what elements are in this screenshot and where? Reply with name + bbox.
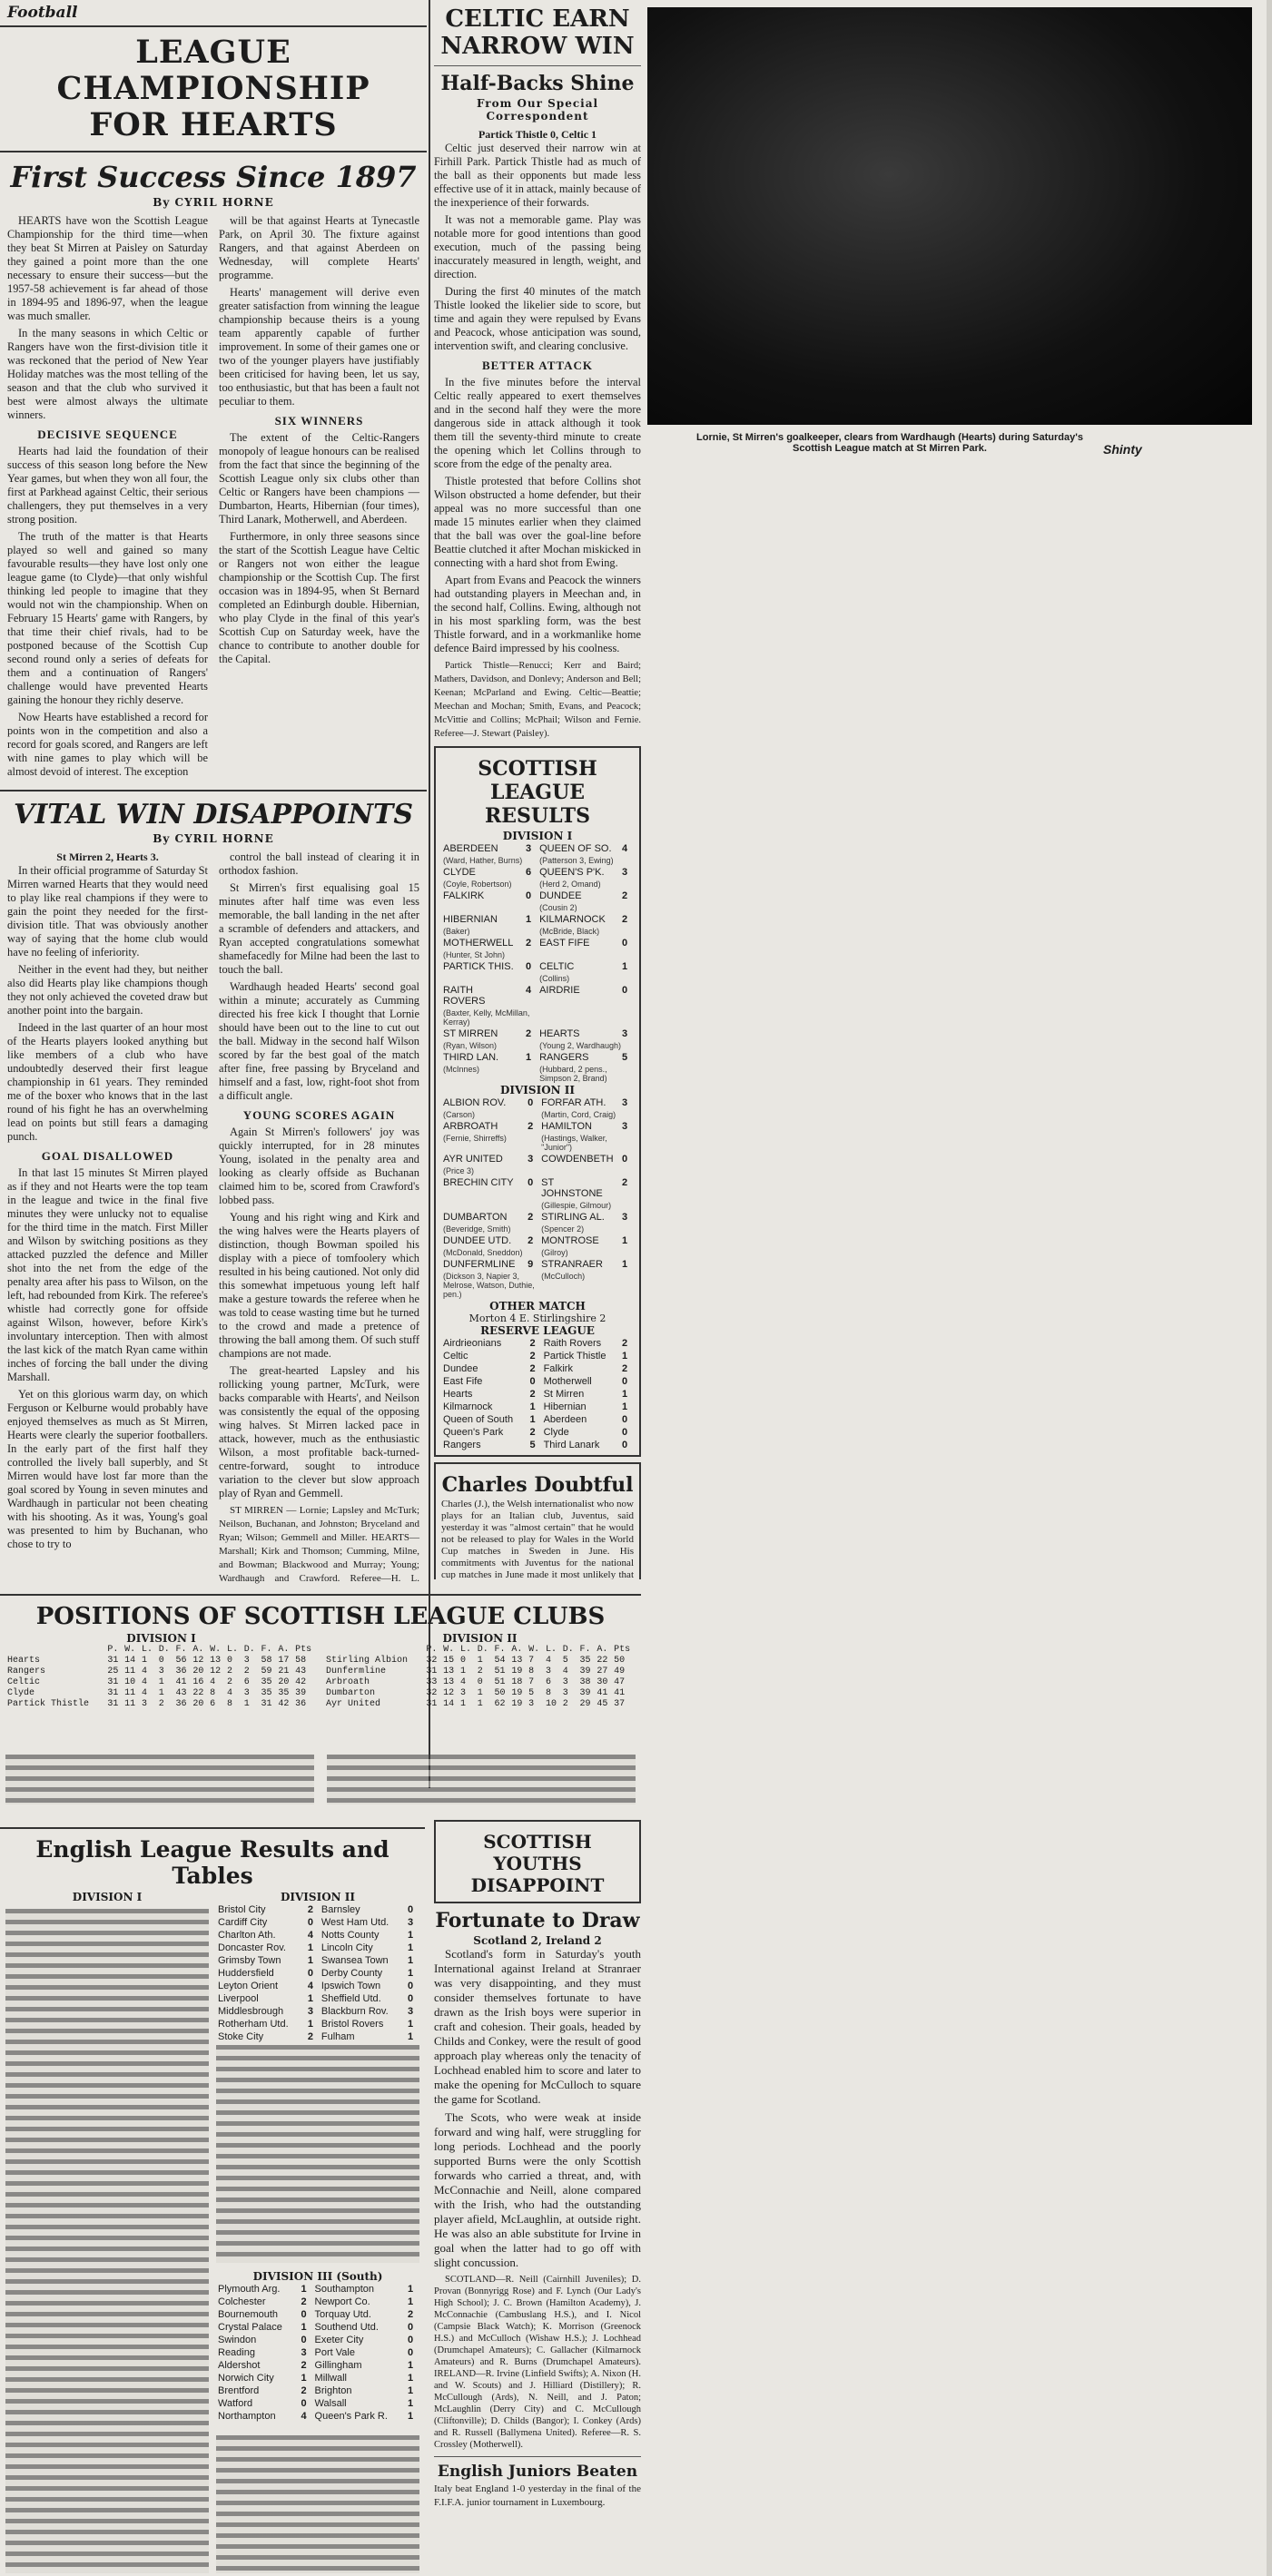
lead-crosshead: SIX WINNERS — [274, 414, 364, 428]
result-row: Hearts 2 St Mirren 1 — [443, 1389, 628, 1400]
vital-para: Young and his right wing and Kirk and the wing halves were the Hearts players of distinction, though Bowman spoiled his display with a piece of tomfoolery which resulted in his being cautioned. Not only did this somewhat impetuous young left half make a gesture towards the referee when he was told to cease wasting time but he turned to the crowd and made a pretence of throwing the ball among them. Of such stuff champions are not made. — [219, 1211, 419, 1360]
table-row: Ayr United 31 14 1 1 62 19 3 10 2 29 45 37 — [326, 1699, 626, 1709]
match-photo — [647, 7, 1252, 425]
english-div1: DIVISION I — [72, 1891, 143, 1903]
youths-title: SCOTTISH YOUTHS DISAPPOINT — [470, 1831, 605, 1896]
celtic-score: Partick Thistle 0, Celtic 1 — [478, 128, 597, 141]
lead-para: The truth of the matter is that Hearts played so well and gained so many favourable results—they have lost only one league game (to Clyde)—that only wishful thinking led people to imagine that they would not win the championship. When on February 15 Hearts' game with Rangers, by that time their chief rivals, had to be postponed because of the Scottish Cup second round only a series of defeats for them and a continuation of Rangers' challenge would have prevented Hearts gaining the honour they richly deserve. — [7, 530, 208, 706]
table-row: Hearts 31 14 1 0 56 12 13 0 3 58 17 58 — [7, 1656, 307, 1666]
result-row: CLYDE 6 QUEEN'S P'K. 3 — [443, 867, 628, 878]
celtic-para: In the five minutes before the interval Celtic really appeared to exert themselves and in the second half they were the more dangerous side in attack although it took them till the seventy-third minute to create the opening which let Collins through to score from the edge of the penalty area. — [434, 376, 641, 470]
photo-caption: Lornie, St Mirren's goalkeeper, clears from Wardhaugh (Hearts) during Saturday's Scottish League match at St Mirren Park. — [696, 432, 1083, 454]
lead-crosshead: DECISIVE SEQUENCE — [37, 428, 178, 441]
lead-para: In the many seasons in which Celtic or Rangers have won the first-division title it was reckoned that the period of New Year Holiday matches was the most telling of the season and that the club who survived it best were almost always the ultimate winners. — [7, 327, 208, 421]
youths-subtitle: Fortunate to Draw — [435, 1909, 640, 1932]
charles-title: Charles Doubtful — [441, 1473, 634, 1497]
table-row: Dumbarton 32 12 3 1 50 19 5 8 3 39 41 41 — [326, 1688, 626, 1698]
result-row: Bristol City 2 Barnsley 0 — [218, 1904, 414, 1915]
vital-col-1 — [7, 850, 208, 1584]
lead-col-1 — [7, 214, 208, 782]
scorers-row: (Ryan, Wilson) (Young 2, Wardhaugh) — [443, 1041, 621, 1050]
vital-para: In that last 15 minutes St Mirren played as if they and not Hearts were the top team in the league and twice in the final five minutes they were unlucky not to equalise for the third time in the match. First Miller and Wilson by switching positions as they attacked puzzled the defence and Miller shot into the net from the edge of the penalty area after his pass to Wilson, on the left, had rebounded from Kirk. The referee's whistle had correctly gone for offside against Wilson, however, before Kirk's involuntary interception. Then with almost the last kick of the match Ryan came within inches of forcing the ball under the diving Marshall. — [7, 1166, 208, 1383]
result-row: Plymouth Arg. 1 Southampton 1 — [218, 2284, 414, 2295]
result-row: ALBION ROV. 0 FORFAR ATH. 3 — [443, 1097, 628, 1108]
result-row: HIBERNIAN 1 KILMARNOCK 2 — [443, 914, 628, 925]
result-row: Cardiff City 0 West Ham Utd. 3 — [218, 1917, 414, 1928]
scorers-row: (Coyle, Robertson) (Herd 2, Omand) — [443, 880, 601, 889]
positions-title: POSITIONS OF SCOTTISH LEAGUE CLUBS — [35, 1603, 606, 1630]
result-row: Rangers 5 Third Lanark 0 — [443, 1440, 628, 1450]
column-middle — [434, 0, 641, 1579]
result-row: Rotherham Utd. 1 Bristol Rovers 1 — [218, 2019, 414, 2030]
result-row: Leyton Orient 4 Ipswich Town 0 — [218, 1981, 414, 1991]
celtic-para: Thistle protested that before Collins shot Wilson obstructed a home defender, but their appeal was no more successful than one made 15 minutes earlier when they claimed that the ball was over the goal-line before Beattie clutched it after Mochan miskicked in connecting with a hard shot from Ewing. — [434, 475, 641, 569]
positions-div1-table — [5, 1645, 317, 1710]
shinty-tag: Shinty — [1103, 442, 1142, 457]
result-row: ABERDEEN 3 QUEEN OF SO. 4 — [443, 843, 628, 854]
youths-para: Scotland's form in Saturday's youth International against Ireland at Stranraer was very disappointing, and they must consider themselves fortunate to have drawn as the Irish boys were superior in craft and cohesion. Their goals, headed by Childs and Conkey, were the result of good approach play whereas only the tenacity of Lochhead enabled him to score and later to make the opening for McCulloch to square the game for Scotland. — [434, 1947, 641, 2106]
english-div3s-results — [216, 2283, 419, 2423]
result-row: Stoke City 2 Fulham 1 — [218, 2031, 414, 2042]
scorers-row: (Baxter, Kelly, McMillan, Kerray) — [443, 1008, 530, 1027]
results-div1-table — [441, 842, 634, 1084]
vital-score: St Mirren 2, Hearts 3. — [56, 850, 159, 863]
vital-headline: VITAL WIN DISAPPOINTS — [13, 799, 414, 831]
table-header: P. W. L. D. F. A. W. L. D. F. A. Pts — [426, 1645, 631, 1655]
result-row: Reading 3 Port Vale 0 — [218, 2347, 414, 2358]
result-row: FALKIRK 0 DUNDEE 2 — [443, 890, 628, 901]
result-row: DUNDEE UTD. 2 MONTROSE 1 — [443, 1235, 628, 1246]
scorers-row: (Cousin 2) — [539, 903, 577, 912]
scorers-row: (Baker) (McBride, Black) — [443, 927, 600, 936]
result-row: Charlton Ath. 4 Notts County 1 — [218, 1930, 414, 1941]
result-row: DUNFERMLINE 9 STRANRAER 1 — [443, 1259, 628, 1270]
lead-para: The extent of the Celtic-Rangers monopoly of league honours can be realised from the fact that since the beginning of the Scottish League only six clubs other than Celtic or Rangers have been champions — Dumbarton, Hearts, Hibernian (four times), Third Lanark, Motherwell, and Aberdeen. — [219, 431, 419, 526]
result-row: Colchester 2 Newport Co. 1 — [218, 2296, 414, 2307]
lead-headline: LEAGUE CHAMPIONSHIP FOR HEARTS — [56, 34, 370, 143]
scorers-row: (Beveridge, Smith) (Spencer 2) — [443, 1224, 585, 1234]
result-row: Grimsby Town 1 Swansea Town 1 — [218, 1955, 414, 1966]
reserve-table — [441, 1337, 634, 1451]
celtic-subheadline: Half-Backs Shine — [440, 72, 635, 95]
vital-byline: By CYRIL HORNE — [153, 832, 274, 845]
vital-para: Yet on this glorious warm day, on which Ferguson or Kelburne would probably have enjoyed themselves as much as St Mirren, Hearts were clearly the superior footballers. In the early part of the first half they controlled the lively ball superbly, and St Mirren would have lost far more than the goal scored by Young in seven minutes and Wardhaugh in particular not been cheating with his shooting. As it was, Young's goal was presented to him by Buchanan, who chose to try to — [7, 1388, 208, 1550]
result-row: Swindon 0 Exeter City 0 — [218, 2335, 414, 2345]
scorers-row: (McDonald, Sneddon) (Gilroy) — [443, 1248, 568, 1257]
scorers-row: (Carson) (Martin, Cord, Craig) — [443, 1110, 616, 1119]
scorers-row: (Hunter, St John) — [443, 950, 506, 959]
table-row: Clyde 31 11 4 1 43 22 8 4 3 35 35 39 — [7, 1688, 307, 1698]
vital-crosshead: GOAL DISALLOWED — [41, 1149, 174, 1163]
vital-col-2 — [219, 850, 419, 1584]
english-div2: DIVISION II — [280, 1891, 356, 1903]
result-row: Aldershot 2 Gillingham 1 — [218, 2360, 414, 2371]
celtic-para: Celtic just deserved their narrow win at Firhill Park. Partick Thistle had as much of the ball as their opponents but made less effective use of it in attack, mainly because of the inexperience of their forwards. — [434, 142, 641, 209]
english-section — [0, 1820, 425, 2573]
results-title: SCOTTISH LEAGUE RESULTS — [478, 757, 597, 828]
result-row: Huddersfield 0 Derby County 1 — [218, 1968, 414, 1979]
lead-subheadline: First Success Since 1897 — [10, 160, 417, 194]
charles-box — [434, 1462, 641, 1579]
result-row: BRECHIN CITY 0 ST JOHNSTONE 2 — [443, 1177, 628, 1199]
result-row: Liverpool 1 Sheffield Utd. 0 — [218, 1993, 414, 2004]
result-row: DUMBARTON 2 STIRLING AL. 3 — [443, 1212, 628, 1223]
table-row: Arbroath 33 13 4 0 51 18 7 6 3 38 30 47 — [326, 1677, 626, 1687]
result-row: Dundee 2 Falkirk 2 — [443, 1363, 628, 1374]
result-row: Celtic 2 Partick Thistle 1 — [443, 1351, 628, 1362]
result-row: Watford 0 Walsall 1 — [218, 2398, 414, 2409]
result-row: Middlesbrough 3 Blackburn Rov. 3 — [218, 2006, 414, 2017]
result-row: Brentford 2 Brighton 1 — [218, 2385, 414, 2396]
lead-para: Furthermore, in only three seasons since the start of the Scottish League have Celtic or Rangers not won either the league championship or the Scottish Cup. The first occasion was in 1894-95, when St Bernard completed an Edinburgh double. Hibernian, who play Clyde in the final of this year's Scottish Cup on Saturday week, have the chance to contribute to another double for the Capital. — [219, 530, 419, 665]
celtic-headline: CELTIC EARN NARROW WIN — [440, 5, 635, 60]
lead-para: HEARTS have won the Scottish League Championship for the third time—when they beat St Mirren at Paisley on Saturday they gained a point more than the one necessary to ensure their success—but the 1957-58 achievement is far ahead of those in 1894-95 and 1896-97, when the league was much smaller. — [7, 214, 208, 322]
youths-teams: SCOTLAND—R. Neill (Cairnhill Juveniles); D. Provan (Bonnyrigg Rose) and F. Lynch (Our Lady's High School); J. C. Brown (Hamilton Academy), J. McConnachie (Cambuslang H.S.), and I. Nicol (Campsie Black Watch); K. Morrison (Greenock H.S.) and McCulloch (Wishaw H.S.); J. Lochhead (Drumchapel Amateurs); C. Gallacher (Kilmarnock Amateurs) and R. Burns (Drumchapel Amateurs). IRELAND—R. Irvine (Linfield Swifts); A. Nixon (H. and W. Scouts) and J. Hilliard (Distillery); R. McCullough (Ards), N. Neill, and J. Paton; McLaughlin (Derry City) and C. McCullough (Cliftonville); D. Childs (Bangor); I. Conkey (Ards) and R. Russell (Ballymena United). Referee—R. S. Crossley (Motherwell). — [434, 2275, 641, 2450]
juniors-title: English Juniors Beaten — [437, 2463, 638, 2481]
result-row: THIRD LAN. 1 RANGERS 5 — [443, 1052, 628, 1063]
english-div2-results — [216, 1903, 419, 2043]
vital-para: The great-hearted Lapsley and his rollicking young partner, McTurk, were backs comparable with Hearts', and Neilson was consistently the equal of the opposing wing halves. St Mirren lacked pace in attack, however, much as the enthusiastic Wilson, a most profitable back-turned-centre-forward, sought to introduce variation to the clever but slow approach play of Ryan and Gemmell. — [219, 1364, 419, 1499]
lead-para: Now Hearts have established a record for points won in the competition and also a record for goals scored, and Rangers are left with nine games to play which will be almost devoid of interest. The exception — [7, 711, 208, 778]
positions-section — [0, 1587, 641, 1809]
lead-para: Hearts had laid the foundation of their success of this season long before the New Year games, but when they won all four, the first at Parkhead against Celtic, their serious challengers, they put themselves in a very strong position. — [7, 445, 208, 526]
other-match: Morton 4 E. Stirlingshire 2 — [468, 1313, 606, 1324]
reserve-title: RESERVE LEAGUE — [480, 1324, 595, 1337]
youths-para: The Scots, who were weak at inside forward and wing half, were struggling for long periods. Lochhead and the poorly supported Burns were the only Scottish forwards who carried a threat, and, with McConnachie and Neill, alone compared with the Irish, who had the outstanding player afield, McLaughlin, at outside right. He was also an able substitute for Irvine in goal when the latter had to go off with slight concussion. — [434, 2110, 641, 2269]
result-row: Kilmarnock 1 Hibernian 1 — [443, 1401, 628, 1412]
results-div1: DIVISION I — [502, 830, 573, 842]
vital-para: Wardhaugh headed Hearts' second goal within a minute; accurately as Cumming directed his free kick I thought that Lornie should have been out to the line to cut out the ball. Midway in the second half Wilson scored by far the best goal of the match after fine, free passing by Bryceland and himself and a fast, low, right-foot shot from a difficult angle. — [219, 980, 419, 1102]
scorers-row: (Collins) — [539, 974, 570, 983]
column-left — [0, 0, 427, 1584]
result-row: Crystal Palace 1 Southend Utd. 0 — [218, 2322, 414, 2333]
table-row: Stirling Albion 32 15 0 1 54 13 7 4 5 35 22 50 — [326, 1656, 626, 1666]
english-div3s: DIVISION III (South) — [252, 2270, 383, 2283]
result-row: Norwich City 1 Millwall 1 — [218, 2373, 414, 2384]
celtic-teams: Partick Thistle—Renucci; Kerr and Baird; Mathers, Davidson, and Donlevy; Anderson and Bell; Keenan; McParland and Ewing. Celtic—Beattie; Meechan and Mochan; Smith, Evans, and Peacock; McVittie and Collins; McPhail; Wilson and Fernie. Referee—J. Stewart (Paisley). — [434, 661, 641, 739]
celtic-crosshead: BETTER ATTACK — [482, 359, 593, 372]
vital-para: control the ball instead of clearing it in orthodox fashion. — [219, 850, 419, 877]
positions-div2: DIVISION II — [442, 1632, 518, 1645]
juniors-text: Italy beat England 1-0 yesterday in the final of the F.I.F.A. junior tournament in Luxembourg. — [434, 2483, 641, 2508]
results-div2-table — [441, 1096, 634, 1300]
vital-crosshead: YOUNG SCORES AGAIN — [242, 1108, 396, 1122]
lead-byline: By CYRIL HORNE — [153, 196, 274, 209]
vital-para: In their official programme of Saturday St Mirren warned Hearts that they would need to play like real champions if they were to gain the point they needed for the first-division title. That was obviously another way of saying that the home club would have no feeling of inferiority. — [7, 864, 208, 959]
celtic-para: During the first 40 minutes of the match Thistle looked the likelier side to score, but time and again they were repulsed by Evans and Peacock, whose anticipation was sound, intervention swift, and clearing conclusive. — [434, 285, 641, 352]
vital-para: Neither in the event had they, but neither also did Hearts play like champions though they not only achieved the coveted draw but another point into the bargain. — [7, 963, 208, 1017]
result-row: RAITH ROVERS 4 AIRDRIE 0 — [443, 985, 628, 1007]
result-row: PARTICK THIS. 0 CELTIC 1 — [443, 961, 628, 972]
table-row: Rangers 25 11 4 3 36 20 12 2 2 59 21 43 — [7, 1667, 307, 1676]
result-row: Northampton 4 Queen's Park R. 1 — [218, 2411, 414, 2422]
result-row: East Fife 0 Motherwell 0 — [443, 1376, 628, 1387]
vital-teams: ST MIRREN — Lornie; Lapsley and McTurk; Neilson, Buchanan, and Johnston; Bryceland and Ryan; Wilson; Gemmell and Miller. HEARTS—Marshall; Kirk and Thomson; Cumming, Milne, and Bowman; Blackwood and Murray; Young; Wardhaugh and Crawford. Referee—H. L. — [219, 1505, 419, 1584]
section-tag: Football — [0, 0, 427, 27]
celtic-para: Apart from Evans and Peacock the winners had outstanding players in Meechan and, in the second half, Collins. Ewing, although not in his most sparkling form, was the best Thistle forward, and in a workmanlike home defence Baird impressed by his coolness. — [434, 574, 641, 654]
result-row: Airdrieonians 2 Raith Rovers 2 — [443, 1338, 628, 1349]
result-row: ST MIRREN 2 HEARTS 3 — [443, 1028, 628, 1039]
scorers-row: (McInnes) (Hubbard, 2 pens., Simpson 2, Brand) — [443, 1065, 607, 1083]
vital-para: St Mirren's first equalising goal 15 minutes after half time was even less memorable, the ball landing in the net after a scramble of defenders and attackers, and Ryan accepted congratulations somewhat shamefacedly for Milne had been the last to touch the ball. — [219, 881, 419, 976]
scorers-row: (Ward, Hather, Burns) (Patterson 3, Ewing) — [443, 856, 614, 865]
english-title: English League Results and Tables — [35, 1836, 389, 1889]
results-box — [434, 746, 641, 1457]
charles-text: Charles (J.), the Welsh internationalist who now plays for an Italian club, Juventus, said yesterday it was "almost certain" that he would not be released to play for Wales in the World Cup matches in Sweden in June. His commitments with Juventus for the national cup matches in June made it most unlikely that — [441, 1499, 634, 1579]
other-match-title: OTHER MATCH — [489, 1300, 586, 1313]
celtic-body — [434, 128, 641, 741]
table-row: Partick Thistle 31 11 3 2 36 20 6 8 1 31 42 36 — [7, 1699, 307, 1709]
lead-para: will be that against Hearts at Tynecastle Park, on April 30. The fixture against Rangers, and that against Aberdeen on Wednesday, will complete Hearts' programme. — [219, 214, 419, 281]
positions-div1: DIVISION I — [126, 1632, 196, 1645]
youths-section — [434, 1820, 641, 2573]
lead-col-2 — [219, 214, 419, 782]
result-row: AYR UNITED 3 COWDENBETH 0 — [443, 1154, 628, 1165]
result-row: Bournemouth 0 Torquay Utd. 2 — [218, 2309, 414, 2320]
positions-div2-table — [324, 1645, 636, 1710]
result-row: Queen's Park 2 Clyde 0 — [443, 1427, 628, 1438]
scorers-row: (Fernie, Shirreffs) (Hastings, Walker, "Junior") — [443, 1134, 607, 1152]
youths-body — [434, 1947, 641, 2451]
scorers-row: (Price 3) — [443, 1166, 475, 1175]
celtic-from: From Our Special Correspondent — [476, 97, 599, 123]
table-row: Celtic 31 10 4 1 41 16 4 2 6 35 20 42 — [7, 1677, 307, 1687]
table-row: Dunfermline 31 13 1 2 51 19 8 3 4 39 27 49 — [326, 1667, 626, 1676]
lead-para: Hearts' management will derive even greater satisfaction from winning the league championship because theirs is a young team apparently capable of further improvement. In some of their games one or two of the younger players have justifiably been criticised for having been, let us say, too enthusiastic, but that has been a fault not peculiar to them. — [219, 286, 419, 408]
vital-para: Again St Mirren's followers' joy was quickly interrupted, for in 28 minutes Young, isolated in the penalty area and looking as clearly offside as Buchanan claimed him to be, scored from Crawford's lobbed pass. — [219, 1126, 419, 1206]
results-div2: DIVISION II — [499, 1084, 576, 1096]
celtic-para: It was not a memorable game. Play was notable more for good intentions than good execution, much of the passing being inaccurately measured in length, weight, and direction. — [434, 213, 641, 280]
scorers-row: (Dickson 3, Napier 3, Melrose, Watson, Duthie, pen.) (McCulloch) — [443, 1272, 586, 1299]
result-row: Queen of South 1 Aberdeen 0 — [443, 1414, 628, 1425]
result-row: Doncaster Rov. 1 Lincoln City 1 — [218, 1942, 414, 1953]
result-row: ARBROATH 2 HAMILTON 3 — [443, 1121, 628, 1132]
vital-para: Indeed in the last quarter of an hour most of the Hearts players looked anything but like members of a club who have undoubtedly deserved their first league championship in 61 years. They reminded me of the boxer who knows that in the last round of his fight he has an overwhelming lead on points but still fears a damaging punch. — [7, 1021, 208, 1143]
table-header: P. W. L. D. F. A. W. L. D. F. A. Pts — [107, 1645, 312, 1655]
result-row: MOTHERWELL 2 EAST FIFE 0 — [443, 938, 628, 949]
scorers-row: (Gillespie, Gilmour) — [541, 1201, 612, 1210]
youths-score: Scotland 2, Ireland 2 — [473, 1934, 602, 1947]
